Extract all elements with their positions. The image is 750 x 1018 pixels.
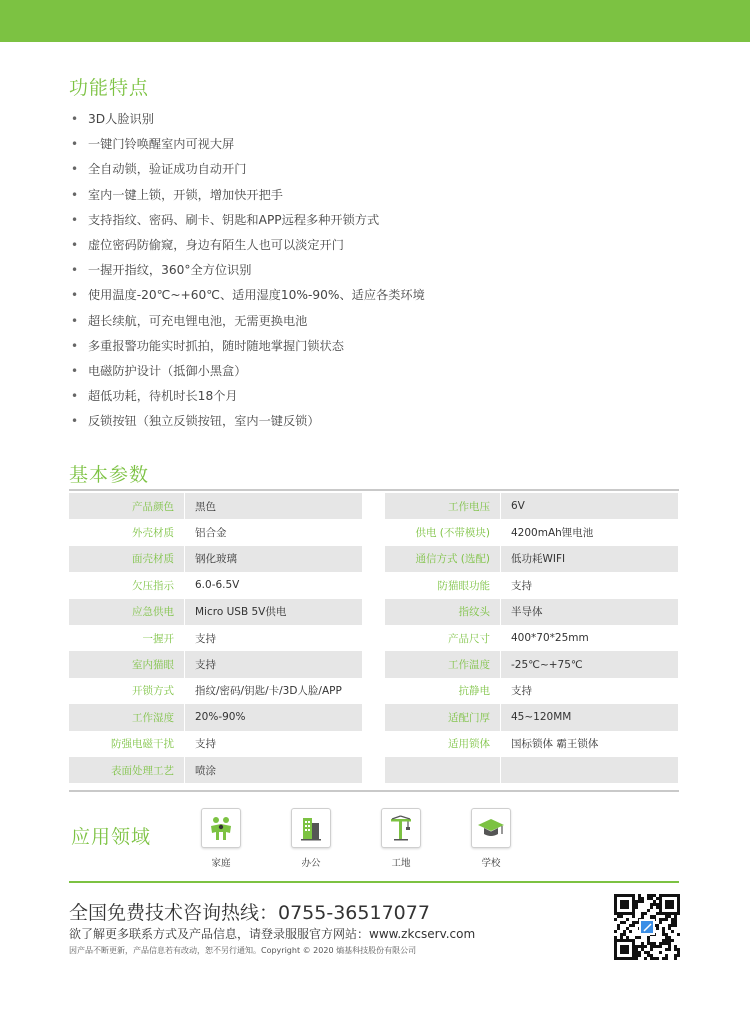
param-key: 供电 (不带模块) xyxy=(415,527,490,540)
param-value: 半导体 xyxy=(511,606,543,619)
param-row xyxy=(385,599,678,625)
feature-item xyxy=(69,157,629,182)
bullet-icon: • xyxy=(71,263,79,278)
param-value: 钢化玻璃 xyxy=(195,553,237,566)
param-row xyxy=(69,757,362,783)
param-row xyxy=(69,599,362,625)
feature-text: 超长续航，可充电锂电池，无需更换电池 xyxy=(88,313,308,328)
feature-item xyxy=(69,334,629,359)
feature-item xyxy=(69,208,629,233)
params-bottom-divider xyxy=(69,790,679,792)
param-row xyxy=(69,704,362,730)
param-value: 支持 xyxy=(511,685,532,698)
feature-text: 使用温度-20℃~+60℃、适用湿度10%-90%、适应各类环境 xyxy=(88,288,425,303)
feature-text: 全自动锁，验证成功自动开门 xyxy=(88,162,247,177)
feature-item xyxy=(69,183,629,208)
param-row xyxy=(385,731,678,757)
param-key: 产品尺寸 xyxy=(448,632,490,645)
applications-title: 应用领域 xyxy=(71,826,152,848)
param-value: 支持 xyxy=(195,738,216,751)
param-key: 工作温度 xyxy=(448,659,490,672)
param-value: 国标锁体 霸王锁体 xyxy=(511,738,599,751)
feature-item xyxy=(69,409,629,434)
param-value: 支持 xyxy=(511,579,532,592)
footer-divider xyxy=(69,881,679,883)
param-value: 6.0-6.5V xyxy=(195,579,240,592)
application-label: 家庭 xyxy=(211,858,231,869)
param-row xyxy=(385,546,678,572)
param-row xyxy=(385,493,678,519)
feature-text: 虚位密码防偷窥，身边有陌生人也可以淡定开门 xyxy=(88,237,344,252)
bullet-icon: • xyxy=(71,162,79,177)
feature-item xyxy=(69,132,629,157)
office-building-icon xyxy=(291,808,331,848)
param-separator xyxy=(500,757,501,783)
param-row xyxy=(385,572,678,598)
param-key: 防强电磁干扰 xyxy=(111,738,174,751)
params-title: 基本参数 xyxy=(69,464,150,486)
construction-crane-icon xyxy=(381,808,421,848)
bullet-icon: • xyxy=(71,288,79,303)
application-family xyxy=(200,808,242,869)
param-row xyxy=(69,519,362,545)
param-key: 通信方式 (选配) xyxy=(415,553,490,566)
param-value: 支持 xyxy=(195,632,216,645)
param-key: 抗静电 xyxy=(458,685,490,698)
bullet-icon: • xyxy=(71,313,79,328)
param-key: 产品颜色 xyxy=(132,500,174,513)
feature-item xyxy=(69,309,629,334)
feature-item xyxy=(69,283,629,308)
param-key: 面壳材质 xyxy=(132,553,174,566)
application-construction xyxy=(380,808,422,869)
param-value: 低功耗WIFI xyxy=(511,553,566,566)
param-row xyxy=(69,731,362,757)
param-row xyxy=(69,546,362,572)
param-key: 外壳材质 xyxy=(132,527,174,540)
feature-item xyxy=(69,258,629,283)
param-key: 工作湿度 xyxy=(132,711,174,724)
family-icon xyxy=(201,808,241,848)
param-value: 指纹/密码/钥匙/卡/3D人脸/APP xyxy=(195,685,342,698)
param-row xyxy=(385,678,678,704)
feature-text: 反锁按钮（独立反锁按钮，室内一键反锁） xyxy=(88,414,320,429)
param-key: 应急供电 xyxy=(132,606,174,619)
param-key: 一握开 xyxy=(142,632,174,645)
hotline-text: 全国免费技术咨询热线：0755-36517077 xyxy=(69,902,430,924)
params-right-column xyxy=(385,493,678,783)
param-value: 400*70*25mm xyxy=(511,632,589,645)
param-row xyxy=(385,519,678,545)
param-row xyxy=(69,572,362,598)
param-key: 室内猫眼 xyxy=(132,659,174,672)
param-value: Micro USB 5V供电 xyxy=(195,606,287,619)
param-row xyxy=(69,678,362,704)
param-key: 开锁方式 xyxy=(132,685,174,698)
bullet-icon: • xyxy=(71,187,79,202)
application-label: 办公 xyxy=(301,858,321,869)
params-left-column xyxy=(69,493,362,783)
features-title: 功能特点 xyxy=(69,77,150,99)
feature-text: 室内一键上锁，开锁，增加快开把手 xyxy=(88,187,283,202)
param-key: 指纹头 xyxy=(458,606,490,619)
feature-text: 一握开指纹，360°全方位识别 xyxy=(88,263,252,278)
feature-text: 3D人脸识别 xyxy=(88,112,154,126)
qr-code-icon xyxy=(614,894,680,960)
param-row xyxy=(385,651,678,677)
feature-text: 支持指纹、密码、刷卡、钥匙和APP远程多种开锁方式 xyxy=(88,212,380,227)
website-info-text: 欲了解更多联系方式及产品信息，请登录服服官方网站：www.zkcserv.com xyxy=(69,927,476,941)
application-label: 学校 xyxy=(481,858,501,869)
feature-text: 超低功耗，待机时长18个月 xyxy=(88,389,238,404)
param-value: 黑色 xyxy=(195,500,216,513)
params-top-divider xyxy=(69,489,679,491)
param-value: 6V xyxy=(511,500,525,513)
param-value: 4200mAh锂电池 xyxy=(511,527,594,540)
param-key: 适用锁体 xyxy=(448,738,490,751)
param-row xyxy=(69,651,362,677)
bullet-icon: • xyxy=(71,212,79,227)
bullet-icon: • xyxy=(71,137,79,152)
application-office xyxy=(290,808,332,869)
param-value: -25℃~+75℃ xyxy=(511,658,583,671)
bullet-icon: • xyxy=(71,237,79,252)
bullet-icon: • xyxy=(71,363,79,378)
top-green-banner xyxy=(0,0,750,42)
feature-item xyxy=(69,107,629,132)
features-list xyxy=(69,107,629,434)
param-value: 20%-90% xyxy=(195,711,246,724)
feature-item xyxy=(69,359,629,384)
param-value: 铝合金 xyxy=(195,527,227,540)
param-row xyxy=(385,704,678,730)
feature-item xyxy=(69,384,629,409)
param-value: 45~120MM xyxy=(511,711,572,724)
param-row xyxy=(385,757,678,783)
copyright-text: 因产品不断更新，产品信息若有改动，恕不另行通知。Copyright © 2020 熵基科技股份有限公司 xyxy=(69,946,417,955)
application-label: 工地 xyxy=(391,858,411,869)
application-school xyxy=(470,808,512,869)
bullet-icon: • xyxy=(71,338,79,353)
bullet-icon: • xyxy=(71,389,79,404)
param-row xyxy=(385,625,678,651)
bullet-icon: • xyxy=(71,112,79,126)
param-row xyxy=(69,625,362,651)
feature-text: 电磁防护设计（抵御小黑盒） xyxy=(88,363,247,378)
param-value: 支持 xyxy=(195,659,216,672)
param-key: 表面处理工艺 xyxy=(111,764,174,777)
param-key: 欠压指示 xyxy=(132,579,174,592)
param-value: 喷涂 xyxy=(195,764,216,777)
graduation-cap-icon xyxy=(471,808,511,848)
feature-text: 多重报警功能实时抓拍，随时随地掌握门锁状态 xyxy=(88,338,344,353)
bullet-icon: • xyxy=(71,414,79,429)
param-key: 工作电压 xyxy=(448,500,490,513)
param-key: 防猫眼功能 xyxy=(437,579,490,592)
feature-item xyxy=(69,233,629,258)
param-key: 适配门厚 xyxy=(448,711,490,724)
feature-text: 一键门铃唤醒室内可视大屏 xyxy=(88,137,235,152)
param-row xyxy=(69,493,362,519)
